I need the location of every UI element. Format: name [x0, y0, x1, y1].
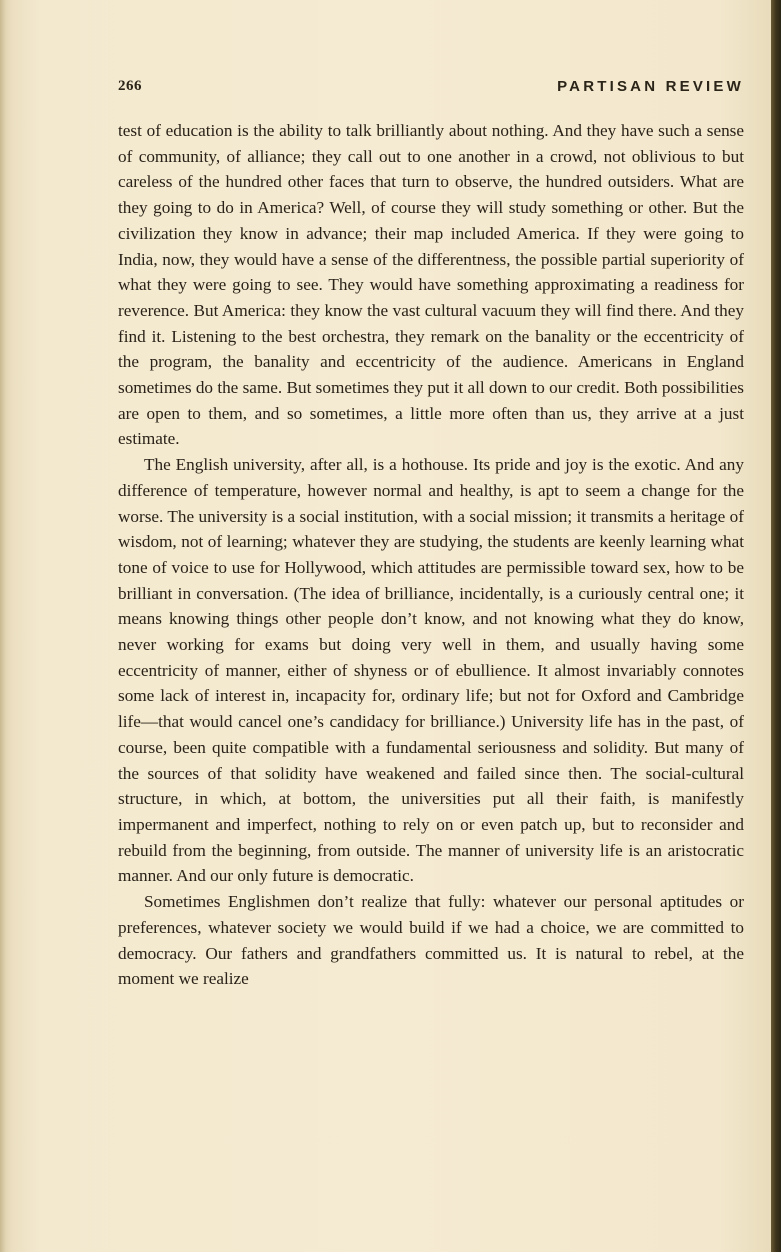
paragraph-3: Sometimes Englishmen don’t realize that fully: whatever our personal aptitudes or preferences, whatever society we would build if we had a choice, we are committed to democracy. Our fathers and grandfathers committed us. It is natural to rebel, at the moment we realize — [118, 892, 744, 989]
page-header — [118, 78, 744, 98]
body-text — [118, 118, 744, 992]
paragraph-2: The English university, after all, is a hothouse. Its pride and joy is the exotic. And any difference of temperature, however normal and healthy, is apt to seem a change for the worse. The university is a social institution, with a social mission; it transmits a heritage of wisdom, not of learning; whatever they are studying, the students are keenly learning what tone of voice to use for Hollywood, which attitudes are permissible toward sex, how to be brilliant in conversation. (The idea of brilliance, incidentally, is a curiously central one; it means knowing things other people don’t know, and not knowing what they do know, never working for exams but doing very well in them, and usually having some eccentricity of manner, either of shyness or of ebullience. It almost invariably connotes some lack of interest in, incapacity for, ordinary life; but not for Oxford and Cambridge life—that would cancel one’s candidacy for brilliance.) University life has in the past, of course, been quite compatible with a fundamental seriousness and solidity. But many of the sources of that solidity have weakened and failed since then. The social-cultural structure, in which, at bottom, the universities put all their faith, is manifestly impermanent and imperfect, nothing to rely on or even patch up, but to reconsider and rebuild from the beginning, from outside. The manner of university life is an aristocratic manner. And our only future is democratic. — [118, 455, 744, 886]
running-head: PARTISAN REVIEW — [557, 78, 744, 95]
page-gutter — [0, 0, 6, 1252]
paragraph-1: test of education is the ability to talk brilliantly about nothing. And they have such a sense of community, of alliance; they call out to one another in a crowd, not oblivious to but careless of the hundred other faces that turn to observe, the hundred outsiders. What are they going to do in America? Well, of course they will study something or other. But the civilization they know in advance; their map included America. If they were going to India, now, they would have a sense of the differentness, the possible partial superiority of what they were going to see. They would have something approximating a readiness for reverence. But America: they know the vast cultural vacuum they will find there. And they find it. Listening to the best orchestra, they remark on the banality or the eccentricity of the program, the banality and eccentricity of the audience. Americans in England sometimes do the same. But sometimes they put it all down to our credit. Both possibilities are open to them, and so sometimes, a little more often than us, they arrive at a just estimate. — [118, 121, 744, 449]
binding-edge — [771, 0, 781, 1252]
page-number: 266 — [118, 78, 142, 94]
